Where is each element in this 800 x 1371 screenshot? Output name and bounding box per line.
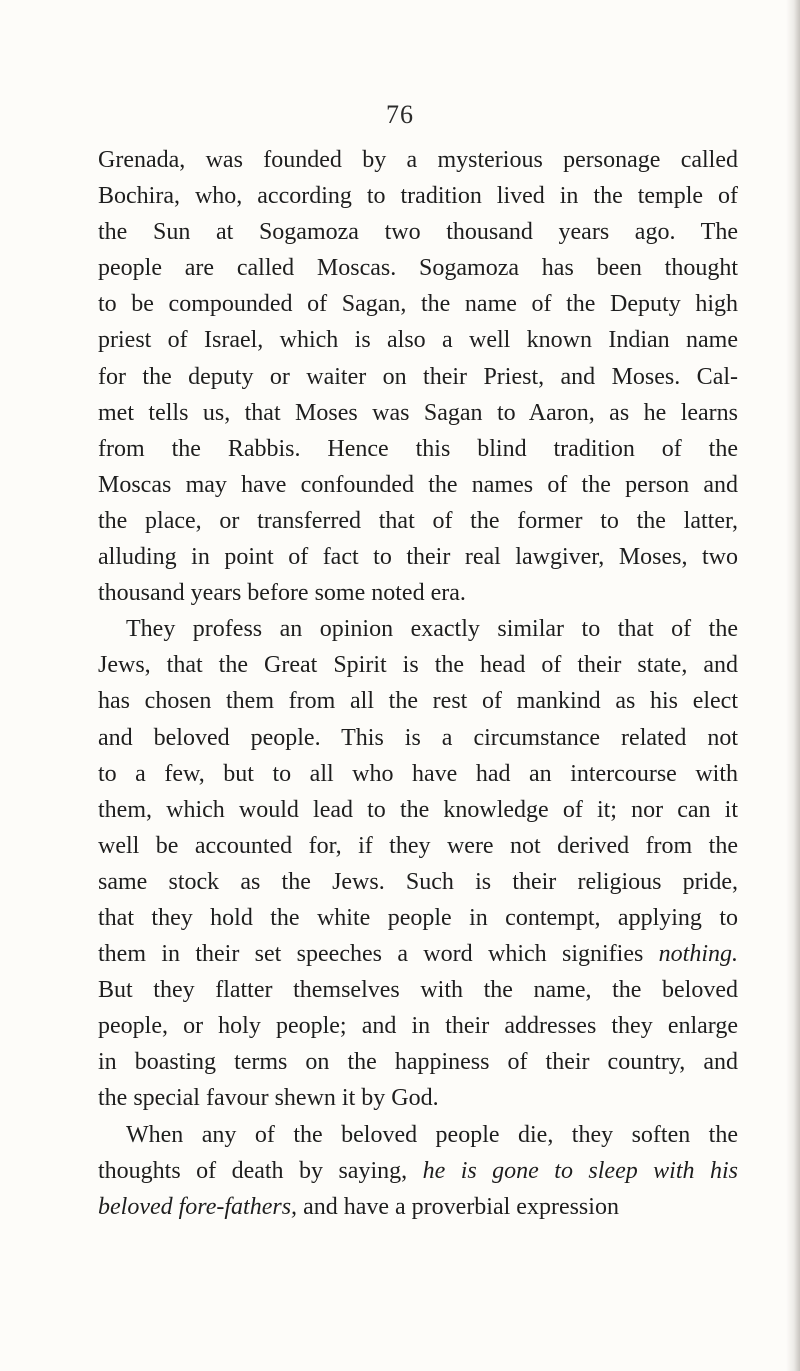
text-line-roman: Moscas may have confounded the names of the person and <box>98 471 738 498</box>
text-line-roman: and have a proverbial expression <box>297 1193 619 1220</box>
text-line-roman: Grenada, was founded by a mysterious personage called <box>98 147 738 173</box>
text-line <box>98 322 738 358</box>
text-line-roman: has chosen them from all the rest of mankind as his elect <box>98 688 738 715</box>
text-line <box>98 900 738 936</box>
text-line-roman: thoughts of death by saying, <box>98 1157 423 1184</box>
text-line-roman: to a few, but to all who have had an intercourse with <box>98 760 738 787</box>
text-line-roman: Bochira, who, according to tradition lived in the temple of <box>98 183 738 210</box>
text-line <box>98 431 738 467</box>
text-line-roman: When any of the beloved people die, they soften the <box>126 1121 738 1148</box>
text-line <box>98 1044 738 1080</box>
text-line <box>98 1117 738 1153</box>
text-line-roman: the special favour shewn it by God. <box>98 1085 439 1112</box>
text-line <box>98 720 738 756</box>
text-line-roman: But they flatter themselves with the name, the beloved <box>98 977 738 1004</box>
text-line-italic: nothing. <box>658 941 738 968</box>
text-line <box>98 1153 738 1189</box>
text-line-roman: people, or holy people; and in their addresses they enlarge <box>98 1013 738 1040</box>
text-line <box>98 250 738 286</box>
page-number: 76 <box>386 100 414 129</box>
text-line-roman: thousand years before some noted era. <box>98 580 466 607</box>
text-line <box>98 936 738 972</box>
text-line <box>98 792 738 828</box>
text-line <box>98 611 738 647</box>
text-line <box>98 683 738 719</box>
body-text <box>98 142 738 1225</box>
text-line-roman: them, which would lead to the knowledge of it; nor can it <box>98 796 738 823</box>
text-line-italic: he is gone to sleep with his <box>422 1157 738 1184</box>
text-line-roman: people are called Moscas. Sogamoza has been thought <box>98 255 738 282</box>
text-line-roman: Jews, that the Great Spirit is the head of their state, and <box>98 652 738 679</box>
text-line-roman: They profess an opinion exactly similar to that of the <box>126 616 738 643</box>
text-line <box>98 178 738 214</box>
text-line-roman: priest of Israel, which is also a well known Indian name <box>98 327 738 354</box>
text-line-roman: for the deputy or waiter on their Priest, and Moses. Cal- <box>98 363 738 390</box>
text-line-roman: to be compounded of Sagan, the name of the Deputy high <box>98 291 738 318</box>
text-line <box>98 1008 738 1044</box>
text-line <box>98 575 738 611</box>
text-line <box>98 828 738 864</box>
text-line-roman: the place, or transferred that of the former to the latter, <box>98 507 738 534</box>
text-line <box>98 647 738 683</box>
text-line <box>98 359 738 395</box>
text-line-roman: alluding in point of fact to their real lawgiver, Moses, two <box>98 544 738 571</box>
text-line-italic: beloved fore-fathers, <box>98 1193 298 1220</box>
text-line <box>98 1189 738 1225</box>
text-line <box>98 286 738 322</box>
text-line <box>98 1080 738 1116</box>
text-line <box>98 467 738 503</box>
text-line-roman: well be accounted for, if they were not derived from the <box>98 832 738 859</box>
text-line <box>98 214 738 250</box>
text-line <box>98 142 738 178</box>
text-line-roman: and beloved people. This is a circumstance related not <box>98 724 738 751</box>
text-line-roman: from the Rabbis. Hence this blind tradition of the <box>98 435 738 462</box>
page-edge-shadow <box>786 0 800 1371</box>
text-line-roman: in boasting terms on the happiness of their country, and <box>98 1049 738 1076</box>
text-line <box>98 539 738 575</box>
text-line-roman: same stock as the Jews. Such is their religious pride, <box>98 868 738 895</box>
text-line <box>98 972 738 1008</box>
text-line <box>98 395 738 431</box>
text-line-roman: them in their set speeches a word which signifies <box>98 941 659 968</box>
text-line-roman: met tells us, that Moses was Sagan to Aaron, as he learns <box>98 399 738 426</box>
text-line-roman: that they hold the white people in contempt, applying to <box>98 904 738 931</box>
text-line <box>98 864 738 900</box>
text-line-roman: the Sun at Sogamoza two thousand years ago. The <box>98 219 738 246</box>
text-line <box>98 503 738 539</box>
text-line <box>98 756 738 792</box>
